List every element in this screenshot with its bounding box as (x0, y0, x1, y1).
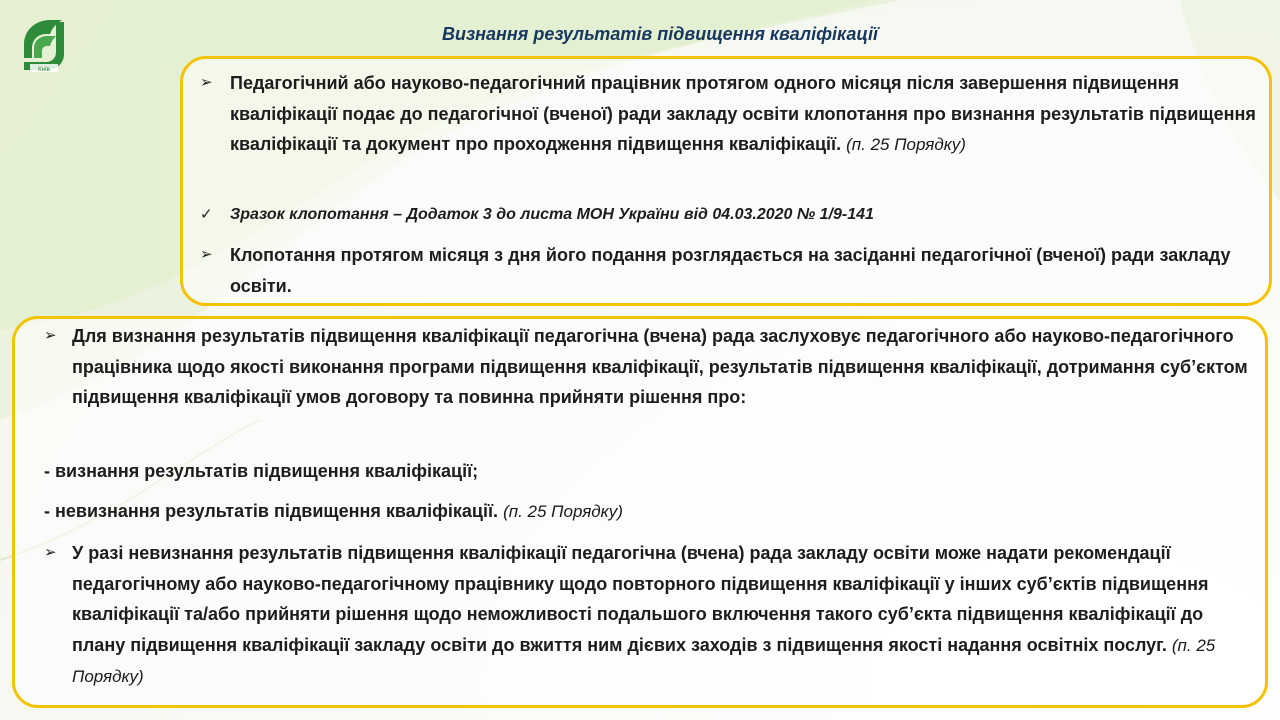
paragraph-text: Зразок клопотання – Додаток 3 до листа МОН України від 04.03.2020 № 1/9-141 (230, 206, 874, 223)
dash-item (44, 496, 1250, 528)
bullet-item (200, 68, 1260, 161)
paragraph-text: Клопотання протягом місяця з дня його подання розглядається на засіданні педагогічної (вченої) ради закладу освіти. (230, 245, 1231, 296)
paragraph-text: - визнання результатів підвищення кваліфікації; (44, 461, 479, 481)
reference-note: (п. 25 Порядку) (503, 502, 623, 521)
paragraph-text: У разі невизнання результатів підвищення кваліфікації педагогічна (вчена) рада закладу освіти може надати рекомендації педагогічному або науково-педагогічному працівнику щодо повторного підвищення кваліфікації у інших суб’єктів підвищення кваліфікації та/або прийняти рішення щодо неможливості подальшого включення такого суб’єкта підвищення кваліфікації до плану підвищення кваліфікації закладу освіти до вжиття ним дієвих заходів з підвищення якості надання освітніх послуг. (72, 543, 1209, 655)
reference-note: (п. 25 Порядку) (72, 635, 1216, 686)
arrow-bullet-icon: ➢ (200, 246, 213, 263)
bullet-item (44, 321, 1250, 413)
institution-logo (16, 14, 72, 76)
arrow-bullet-icon: ➢ (44, 327, 57, 344)
bullet-item (200, 240, 1260, 301)
page-title: Визнання результатів підвищення кваліфікації (441, 24, 879, 44)
checkmark-bullet-icon: ✓ (200, 206, 213, 223)
paragraph-text: Педагогічний або науково-педагогічний працівник протягом одного місяця після завершення підвищення кваліфікації подає до педагогічної (вченої) ради закладу освіти клопотання про визнання результатів підвищення кваліфікації та документ про проходження підвищення кваліфікації. (230, 73, 1256, 154)
arrow-bullet-icon: ➢ (44, 544, 57, 561)
reference-note: (п. 25 Порядку) (846, 135, 966, 154)
paragraph-text: Для визнання результатів підвищення кваліфікації педагогічна (вчена) рада заслуховує педагогічного або науково-педагогічного працівника щодо якості виконання програми підвищення кваліфікації, результатів підвищення кваліфікації, дотримання суб’єктом підвищення кваліфікації умов договору та повинна прийняти рішення про: (72, 326, 1248, 407)
bullet-item (44, 538, 1250, 693)
logo-caption: Київ (38, 67, 50, 73)
paragraph-text: - невизнання результатів підвищення кваліфікації. (44, 501, 499, 521)
arrow-bullet-icon: ➢ (200, 74, 213, 91)
bullet-item (200, 200, 1260, 231)
dash-item (44, 456, 1250, 487)
